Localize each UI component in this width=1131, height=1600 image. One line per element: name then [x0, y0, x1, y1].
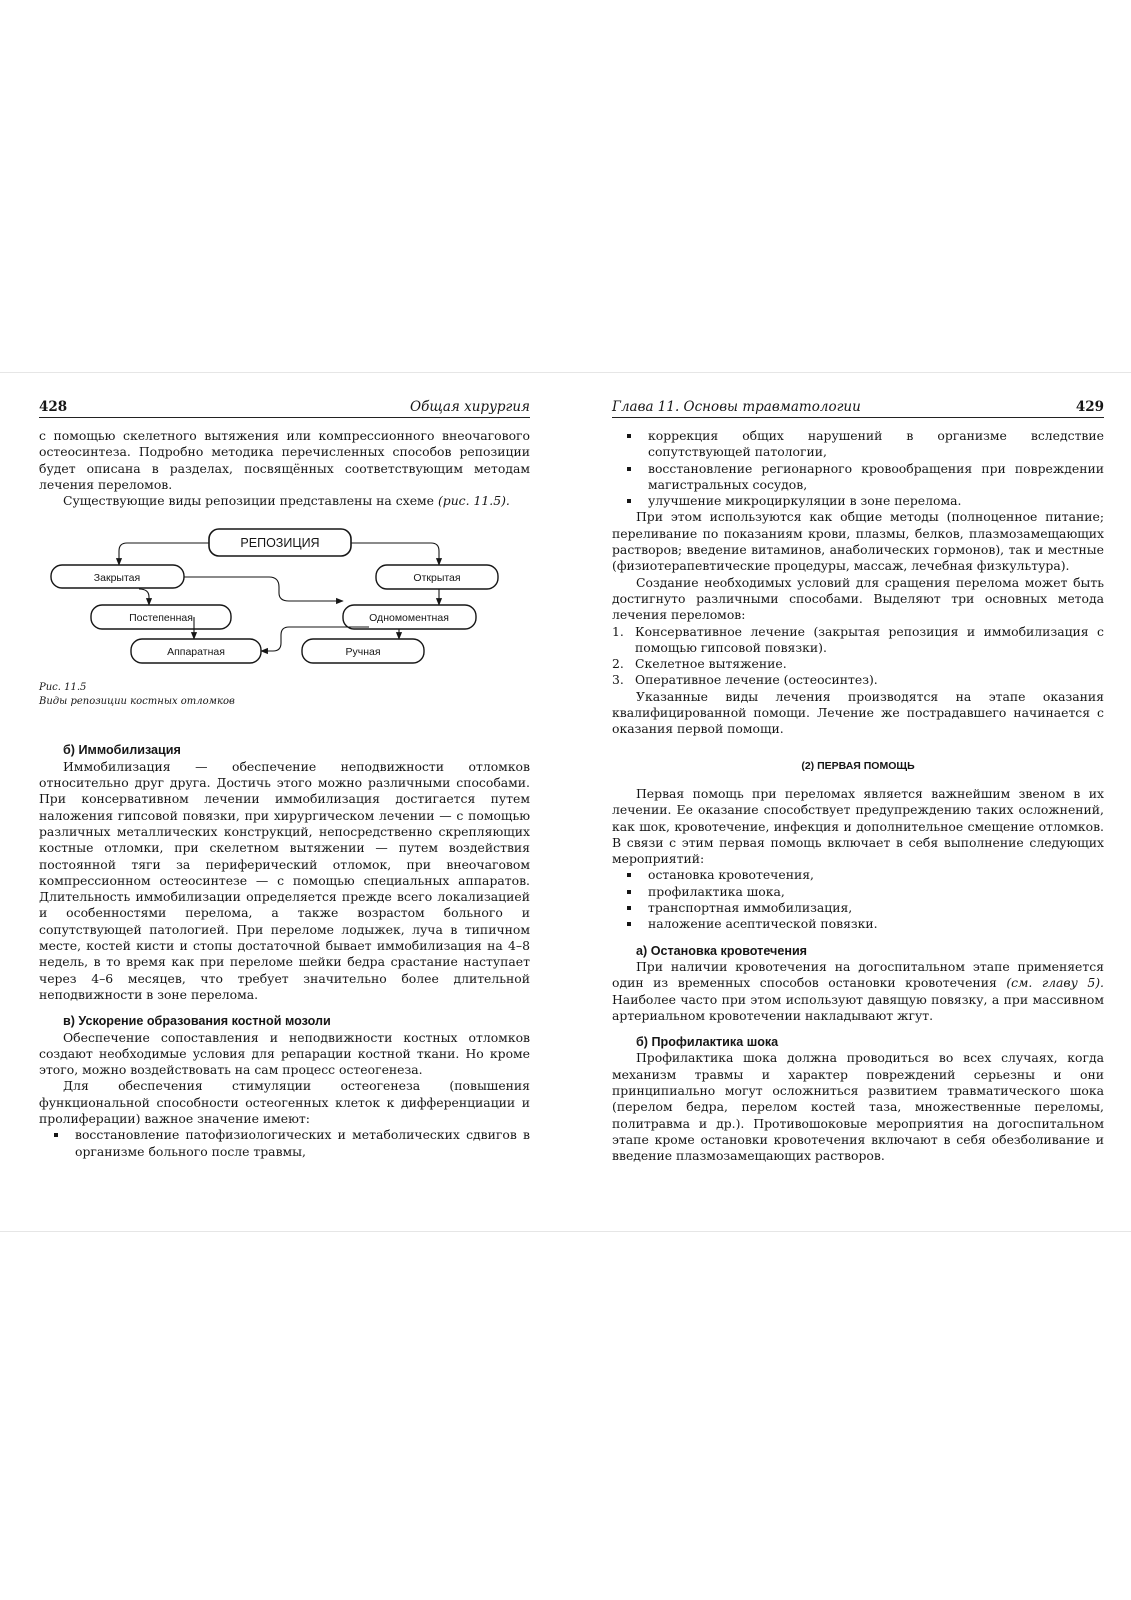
reposition-scheme [39, 515, 530, 680]
right-page-body [612, 428, 1104, 1164]
arrow-root-to-closed [119, 543, 209, 565]
arrow-root-to-open [351, 543, 439, 565]
list-text: Консервативное лечение (закрытая репозиция и иммобилизация с помощью гипсовой повязки). [635, 623, 1104, 655]
label-apparatus: Аппаратная [167, 646, 225, 659]
label-reposition: РЕПОЗИЦИЯ [240, 536, 320, 551]
list-item: транспортная иммобилизация, [612, 900, 1104, 916]
list-item: коррекция общих нарушений в организме вследствие сопутствующей патологии, [612, 428, 1104, 461]
right-page [612, 395, 1104, 1164]
arrow-closed-to-gradual [139, 589, 149, 605]
list-item: профилактика шока, [612, 884, 1104, 900]
paragraph [612, 959, 1104, 1024]
running-title: Общая хирургия [410, 399, 530, 415]
left-page [39, 395, 530, 1160]
arrow-closed-to-onestage [184, 577, 343, 601]
label-closed: Закрытая [93, 572, 141, 585]
section-heading: б) Иммобилизация [63, 743, 181, 758]
paragraph: с помощью скелетного вытяжения или компрессионного внеочагового остеосинтеза. Подробно методика перечисленных способов репозиции будет описана в разделах, посвящённых соответствующим методам лечения переломов. [39, 428, 530, 492]
figure-label: Рис. 11.5 [39, 682, 87, 694]
list-number: 2. [612, 656, 624, 672]
label-manual: Ручная [345, 646, 381, 659]
section-heading: а) Остановка кровотечения [636, 943, 808, 958]
bullet-list [612, 867, 1104, 932]
paragraph: Создание необходимых условий для сращения перелома может быть достигнуто различными способами. Выделяют три основных метода лечения переломов: [612, 574, 1104, 623]
page-number: 429 [1075, 399, 1104, 415]
section-heading: б) Профилактика шока [636, 1035, 779, 1050]
label-onestage: Одномоментная [369, 612, 449, 625]
list-item [612, 624, 1104, 657]
paragraph: Иммобилизация — обеспечение неподвижности отломков относительно друг друга. Достичь этого можно различными способами. При консервативном лечении иммобилизация достигается путем наложения гипсовой повязки, при хирургическом лечении — с помощью различных металлических конструкций, непосредственно скрепляющих костные отломки, при скелетном вытяжении — путем воздействия постоянной тяги за периферический отломок, при внеочаговом компрессионном остеосинтезе — с помощью специальных аппаратов. Длительность иммобилизации определяется прежде всего локализацией и особенностями перелома, а также возрастом больного и сопутствующей патологией. При переломе лодыжек, луча в типичном месте, костей кисти и стопы достаточной бывает иммобилизация на 4–8 недель, в то время как при переломе шейки бедра срастание наступает через 4–6 месяцев, что требует значительно более длительной неподвижности в зоне перелома. [39, 758, 530, 1002]
figure-caption: Виды репозиции костных отломков [39, 696, 235, 708]
list-text: Скелетное вытяжение. [635, 656, 787, 672]
right-page-header [612, 395, 1104, 418]
paragraph-text: Существующие виды репозиции представлены на схеме [63, 493, 438, 509]
list-item: наложение асептической повязки. [612, 916, 1104, 932]
page-number: 428 [39, 399, 68, 415]
section-heading: (2) ПЕРВАЯ ПОМОЩЬ [801, 759, 915, 772]
list-number: 1. [612, 623, 624, 639]
label-open: Открытая [413, 572, 461, 585]
list-item: восстановление регионарного кровообращения при повреждении магистральных сосудов, [612, 461, 1104, 494]
list-text: Оперативное лечение (остеосинтез). [635, 672, 878, 688]
figure-reference: (рис. 11.5). [437, 493, 510, 509]
list-item: улучшение микроциркуляции в зоне перелома. [612, 493, 1104, 509]
paragraph [39, 493, 530, 509]
paragraph: Для обеспечения стимуляции остеогенеза (повышения функциональной способности остеогенных клеток к дифференциации и пролиферации) важное значение имеют: [39, 1078, 530, 1127]
paragraph: При этом используются как общие методы (полноценное питание; переливание по показаниям крови, плазмы, белков, плазмозамещающих растворов; введение витаминов, анаболических гормонов), так и местные (физиотерапевтические процедуры, массаж, лечебная физкультура). [612, 509, 1104, 574]
paragraph: Первая помощь при переломах является важнейшим звеном в их лечении. Ее оказание способствует предупреждению таких осложнений, как шок, кровотечение, инфекция и дополнительное смещение отломков. В связи с этим первая помощь включает в себя выполнение следующих мероприятий: [612, 785, 1104, 867]
list-number: 3. [612, 672, 624, 688]
chapter-reference: (см. главу 5). [1006, 975, 1104, 991]
paragraph: Обеспечение сопоставления и неподвижности костных отломков создают необходимые условия для репарации костной ткани. Но кроме этого, можно воздействовать на сам процесс остеогенеза. [39, 1029, 530, 1078]
list-item: восстановление патофизиологических и метаболических сдвигов в организме больного после травмы, [39, 1127, 530, 1160]
left-page-body [39, 428, 530, 1160]
paragraph: Профилактика шока должна проводиться во всех случаях, когда механизм травмы и характер повреждений серьезны и они принципиально могут осложниться развитием травматического шока (перелом бедра, перелом костей таза, множественные переломы, политравма и др.). Противошоковые мероприятия на догоспитальном этапе кроме остановки кровотечения включают в себя обезболивание и введение плазмозамещающих растворов. [612, 1050, 1104, 1164]
paragraph-text: Наиболее часто при этом используют давящую повязку, а при массивном артериальном кровотечении накладывают жгут. [612, 991, 1104, 1023]
book-spread [0, 372, 1131, 1232]
list-item: остановка кровотечения, [612, 867, 1104, 883]
list-item [612, 672, 1104, 688]
label-gradual: Постепенная [129, 612, 193, 625]
left-page-header [39, 395, 530, 418]
running-title: Глава 11. Основы травматологии [612, 399, 861, 415]
paragraph: Указанные виды лечения производятся на этапе оказания квалифицированной помощи. Лечение же пострадавшего начинается с оказания первой помощи. [612, 688, 1104, 737]
paragraph-text: При наличии кровотечения на догоспитальном этапе применяется один из временных способов остановки кровотечения [612, 958, 1104, 991]
bullet-list [39, 1127, 530, 1160]
list-item [612, 656, 1104, 672]
section-heading: в) Ускорение образования костной мозоли [63, 1014, 331, 1029]
numbered-list [612, 624, 1104, 689]
bullet-list [612, 428, 1104, 509]
